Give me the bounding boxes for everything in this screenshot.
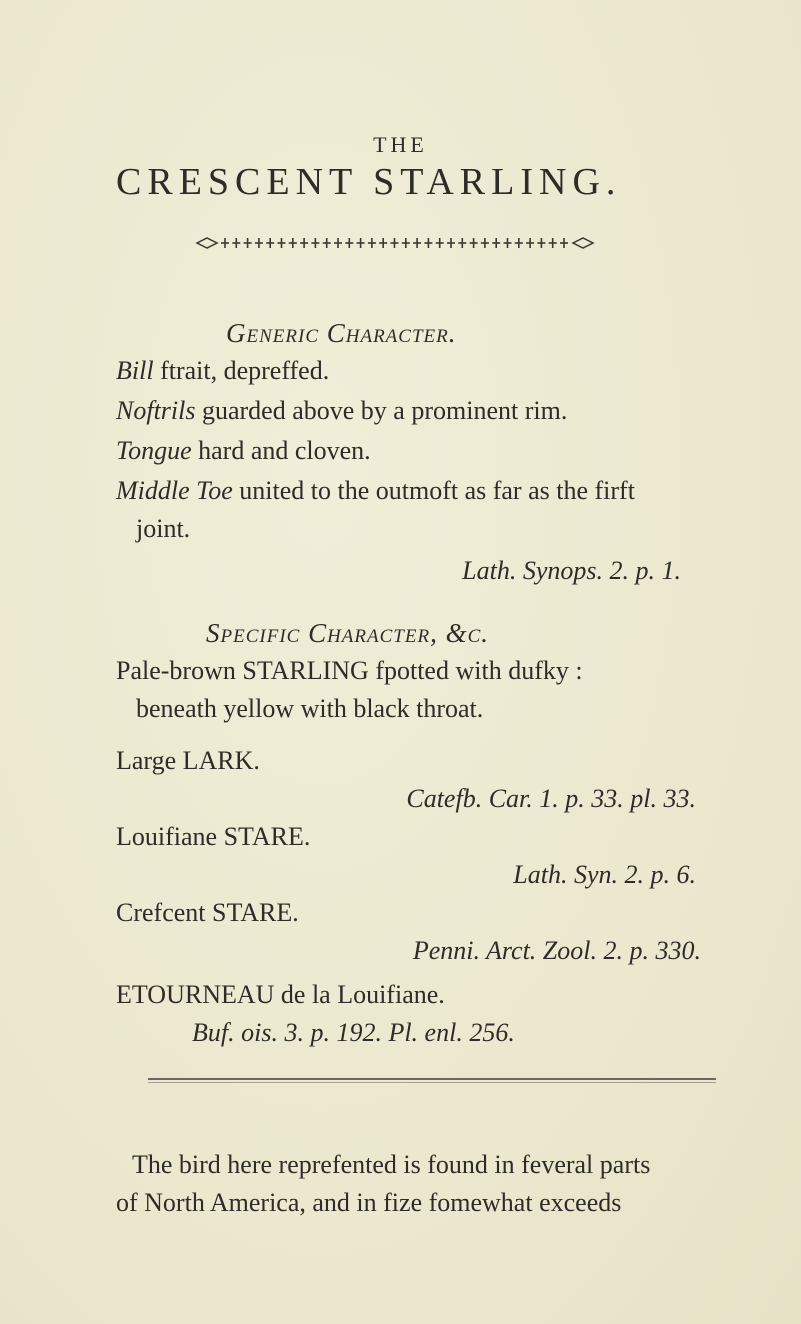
title-article: THE xyxy=(373,132,428,157)
nostrils-text: guarded above by a prominent rim. xyxy=(195,396,568,425)
nostrils-line xyxy=(116,396,567,426)
generic-reference: Lath. Synops. 2. p. 1. xyxy=(462,556,681,585)
synonym-name: Crefcent STARE. xyxy=(116,898,299,927)
specific-line-1: Pale-brown STARLING fpotted with dufky : xyxy=(116,656,583,685)
synonym-name: Large LARK. xyxy=(116,746,260,775)
body-text-line-1: The bird here reprefented is found in feveral parts xyxy=(132,1150,651,1179)
decorative-border-icon xyxy=(195,232,595,254)
synonym-name: Louifiane STARE. xyxy=(116,822,311,851)
synonym-reference: Catefb. Car. 1. p. 33. pl. 33. xyxy=(406,784,696,813)
bill-line xyxy=(116,356,329,386)
divider-rule xyxy=(148,1078,716,1080)
synonym-reference: Lath. Syn. 2. p. 6. xyxy=(513,860,696,889)
divider-rule-thin xyxy=(148,1082,716,1083)
specific-character-heading: Specific Character, &c. xyxy=(206,618,489,648)
synonym-reference: Penni. Arct. Zool. 2. p. 330. xyxy=(412,936,701,965)
tongue-term: Tongue xyxy=(116,436,192,465)
tongue-text: hard and cloven. xyxy=(191,436,371,465)
synonym-name: ETOURNEAU de la Louifiane. xyxy=(116,980,445,1009)
toe-term: Middle Toe xyxy=(116,476,233,505)
bill-text: ftrait, depreffed. xyxy=(153,356,330,385)
specific-line-2: beneath yellow with black throat. xyxy=(136,694,484,723)
nostrils-term: Noftrils xyxy=(116,396,196,425)
tongue-line xyxy=(116,436,371,466)
page-title: CRESCENT STARLING. xyxy=(116,161,622,203)
toe-line xyxy=(116,476,635,506)
generic-character-heading: Generic Character. xyxy=(226,318,457,348)
body-text-line-2: of North America, and in fize fomewhat exceeds xyxy=(116,1188,622,1217)
synonym-reference: Buf. ois. 3. p. 192. Pl. enl. 256. xyxy=(192,1018,515,1047)
toe-text: united to the outmoft as far as the firft xyxy=(232,476,635,505)
bill-term: Bill xyxy=(116,356,154,385)
toe-line-continued: joint. xyxy=(136,514,191,543)
